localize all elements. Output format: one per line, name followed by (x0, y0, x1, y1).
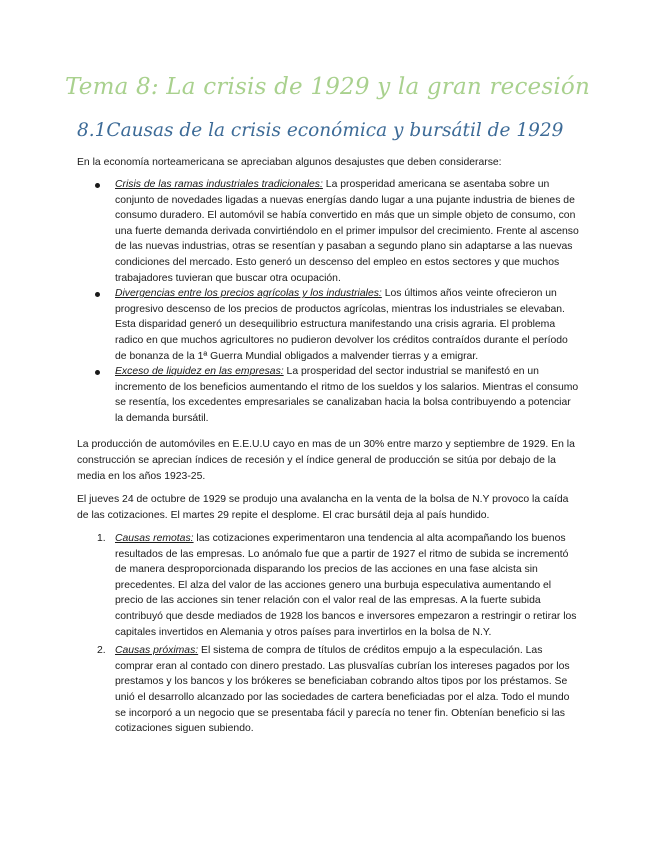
bullet-lead: Exceso de liquidez en las empresas: (115, 366, 284, 378)
intro-paragraph: En la economía norteamericana se apreciaban algunos desajustes que deben considerarse: (77, 157, 502, 168)
causes-bullet-list (77, 177, 581, 427)
bullet-icon (95, 370, 100, 375)
item-number: 1. (97, 533, 106, 544)
bullet-icon (95, 292, 100, 297)
numbered-item (77, 643, 581, 737)
bullet-text: La prosperidad del sector industrial se manifestó en un incremento de los beneficios aumentando el ritmo de los sueldos y los salarios. Mientras el consumo se resentía, los excedentes empresariales se canalizaban hacia la bolsa contribuyendo a potenciar la demanda bursátil. (115, 366, 579, 424)
item-lead: Causas remotas: (115, 533, 194, 544)
item-text: las cotizaciones experimentaron una tendencia al alta acompañando los buenos resultados de las empresas. Lo anómalo fue que a partir de 1927 el ritmo de subida se incrementó de manera desproporcionada disparando los precios de las acciones en una fase alcista sin precedentes. El alza del valor de las acciones genero una burbuja especulativa aumentando el precio de las acciones sin tener relación con el valor real de las empresas. A la fuerte subida contribuyó que desde mediados de 1928 los bancos e inversores empezaron a restringir o retirar los capitales invertidos en Alemania y otros países para invertirlos en la bolsa de N.Y. (115, 533, 577, 638)
bullet-text: Los últimos años veinte ofrecieron un progresivo descenso de los precios de productos agrícolas, mientras los industriales se elevaban. Esta disparidad generó un desequilibrio estructura manifestando una crisis agraria. El problema radico en que muchos agricultores no pudieron devolver los créditos contraídos durante el período de bonanza de la 1ª Guerra Mundial obligados a malvender tierras y a emigrar. (115, 288, 568, 362)
causes-numbered-list (77, 531, 581, 740)
bullet-item (77, 286, 581, 364)
production-paragraph: La producción de automóviles en E.E.U.U cayo en mas de un 30% entre marzo y septiembre de 1929. En la construcción se aprecian índices de recesión y el índice general de producción se sitúa por debajo de la media en los años 1923-25. (77, 439, 575, 482)
bullet-lead: Crisis de las ramas industriales tradicionales: (115, 179, 323, 190)
bullet-item (77, 364, 581, 426)
crash-paragraph: El jueves 24 de octubre de 1929 se produjo una avalancha en la venta de la bolsa de N.Y provoco la caída de las cotizaciones. El martes 29 repite el desplome. El crac bursátil deja al país hundido. (77, 494, 569, 521)
section-heading: 8.1Causas de la crisis económica y bursátil de 1929 (77, 120, 564, 141)
item-text: El sistema de compra de títulos de créditos empujo a la especulación. Las comprar eran al contado con dinero prestado. Las plusvalías cubrían los intereses pagados por los prestamos y los bancos y los brókeres se beneficiaban cobrando altos tipos por los préstamos. Se unió el desarrollo alcanzado por las sociedades de cartera beneficiadas por el alza. Todo el mundo se incorporó a un negocio que se presentaba fácil y parecía no tener fin. Obtenían beneficio si las cotizaciones siguen subiendo. (115, 645, 570, 735)
item-number: 2. (97, 645, 106, 657)
bullet-icon (95, 183, 100, 188)
item-lead: Causas próximas: (115, 645, 199, 657)
numbered-item (77, 531, 581, 640)
bullet-text: La prosperidad americana se asentaba sobre un conjunto de novedades ligadas a nuevas energías dando lugar a una pujante industria de bienes de consumo duradero. El automóvil se había convertido en más que un simple objeto de consumo, con una fuerte demanda derivada convirtiéndolo en el primer impulsor del crecimiento. Frente al ascenso de las nuevas industrias, otras se resentían y pasaban a segundo plano sin adaptarse a las nuevas condiciones del mercado. Esto generó un descenso del empleo en estos sectores y que muchos trabajadores tuvieran que buscar otra ocupación. (115, 179, 579, 284)
bullet-item (77, 177, 581, 286)
bullet-lead: Divergencias entre los precios agrícolas y los industriales: (115, 288, 382, 300)
page-title: Tema 8: La crisis de 1929 y la gran recesión (65, 74, 590, 100)
